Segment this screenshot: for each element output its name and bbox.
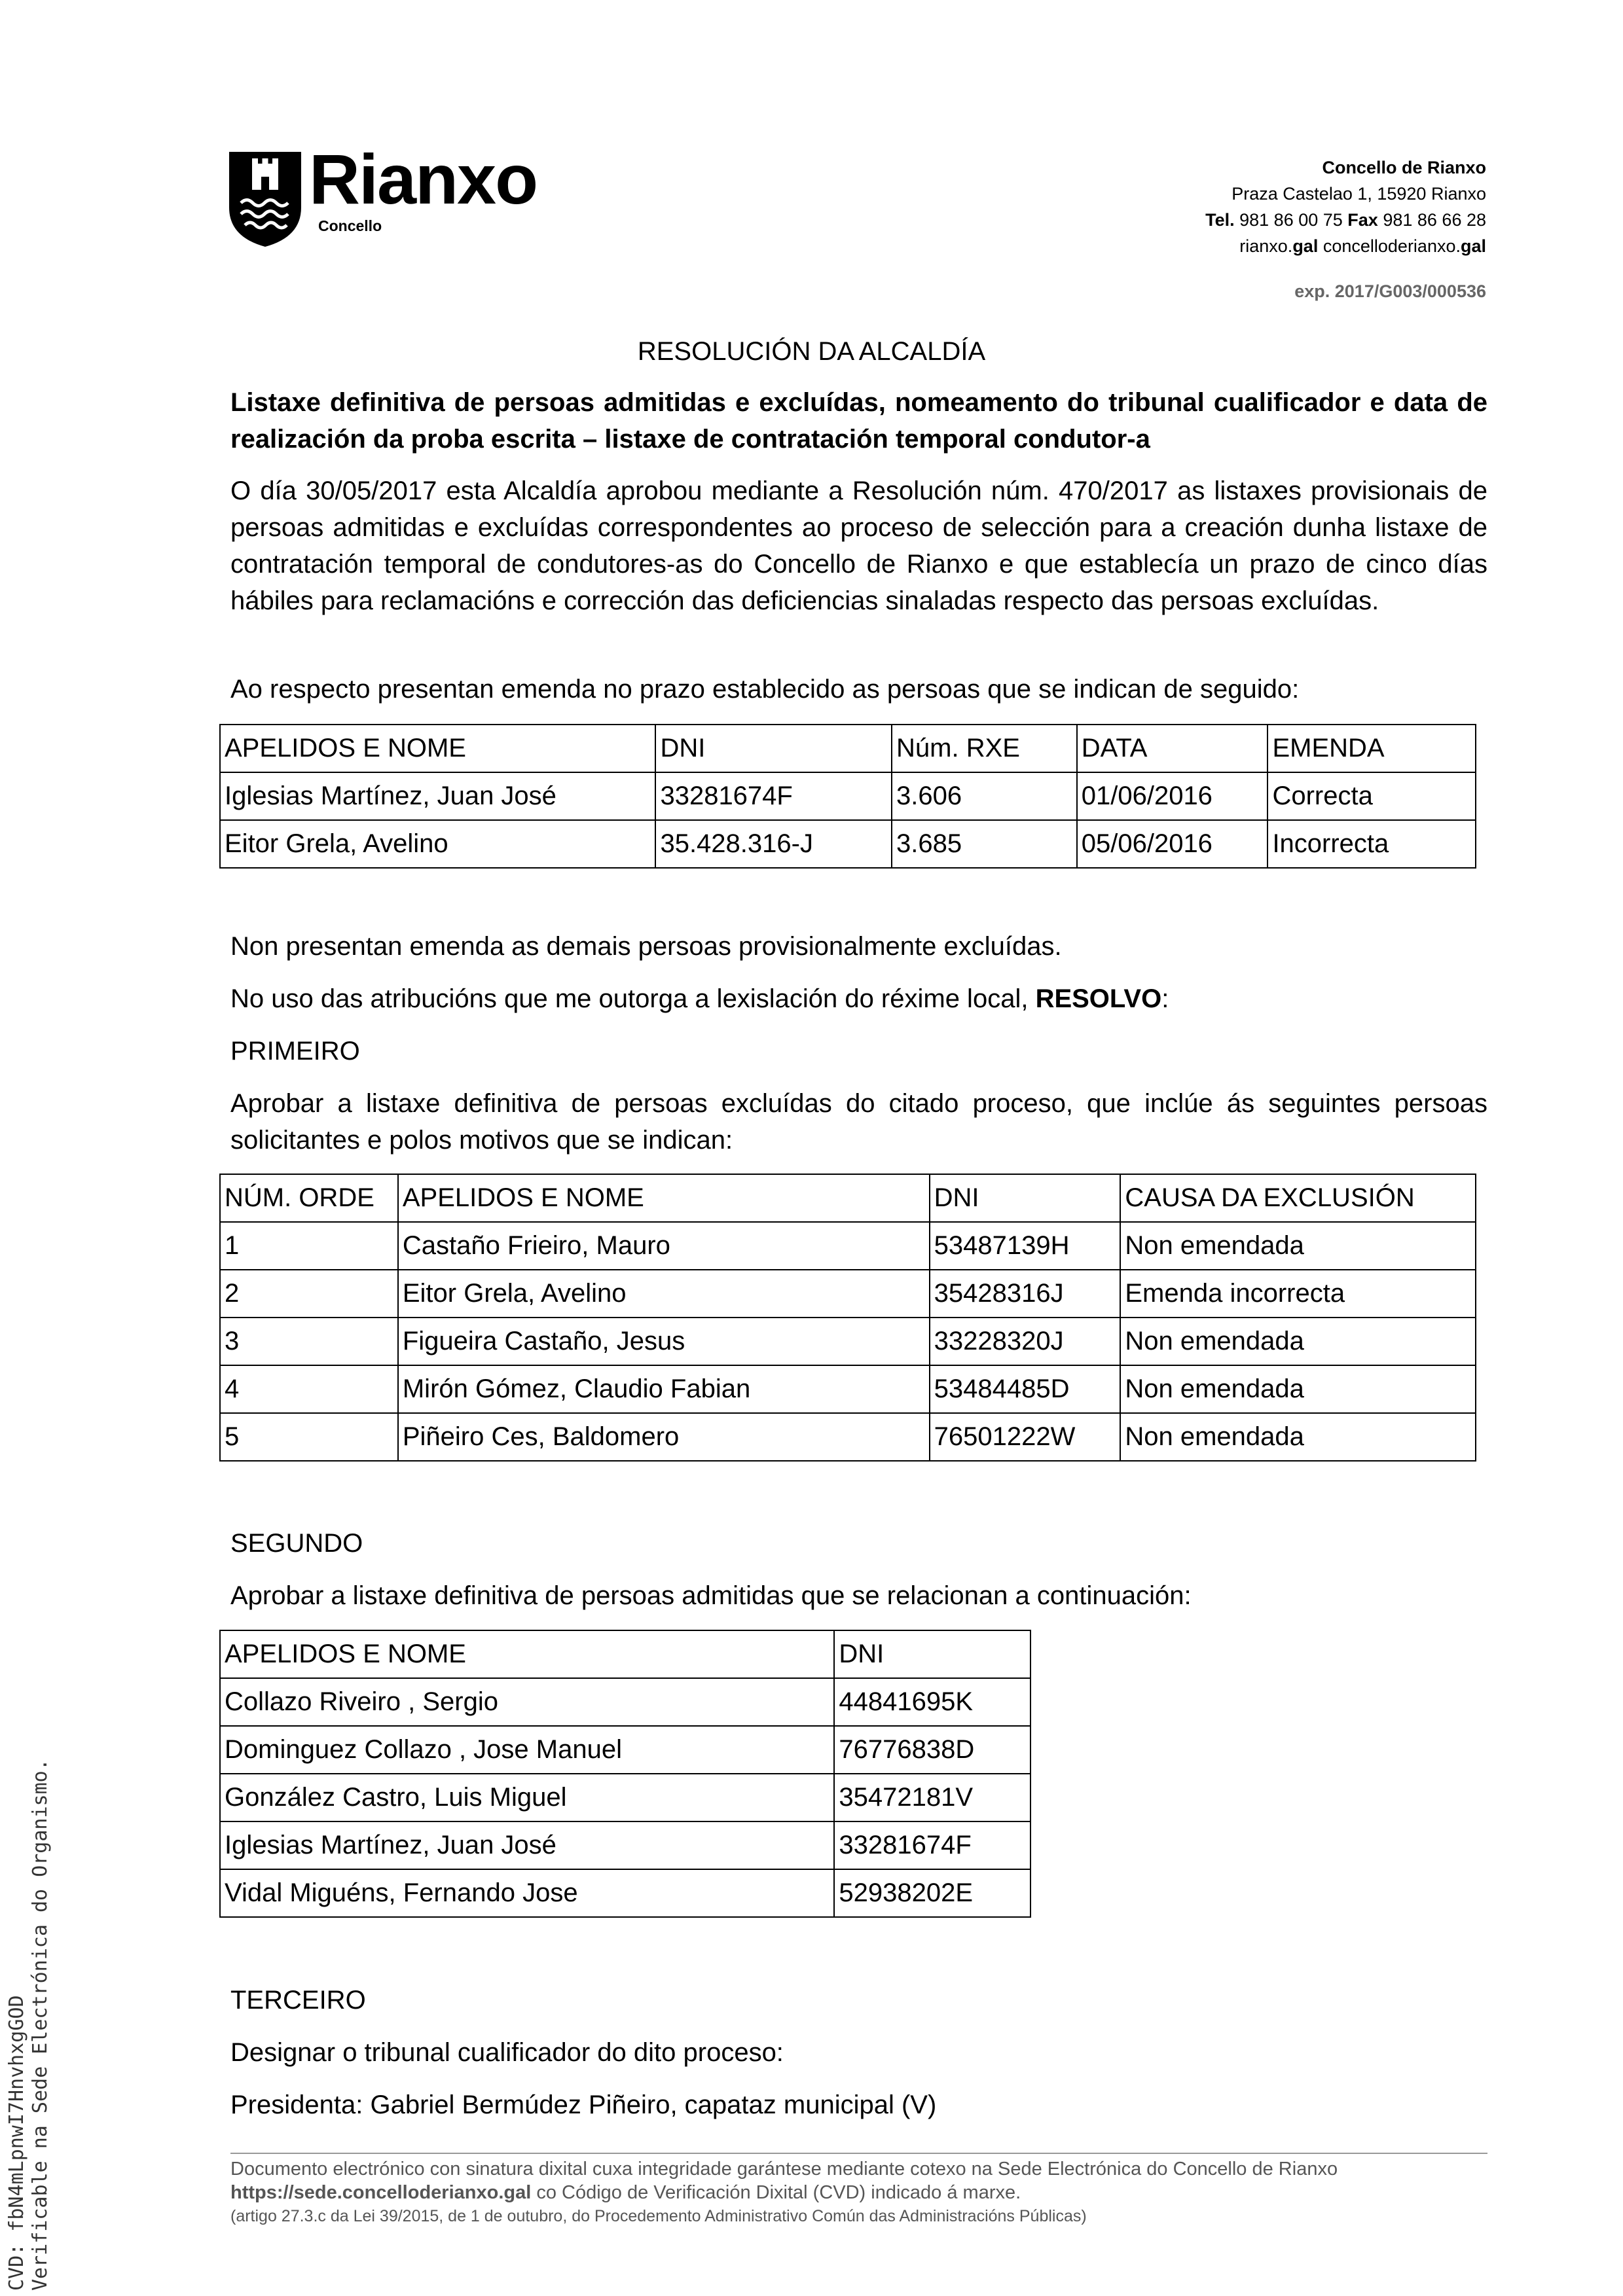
table-row [220, 1726, 1030, 1774]
table-cell: Iglesias Martínez, Juan José [220, 772, 655, 820]
table-cell: Dominguez Collazo , Jose Manuel [220, 1726, 834, 1774]
table-cell: Eitor Grela, Avelino [220, 820, 655, 868]
logo-subtitle: Concello [318, 217, 382, 234]
footer [230, 2157, 1494, 2228]
tel-number: 981 86 00 75 [1239, 210, 1343, 230]
table-cell: 01/06/2016 [1077, 772, 1268, 820]
emendas-table [219, 724, 1476, 869]
header-cell: DATA [1077, 725, 1268, 772]
table-cell: Piñeiro Ces, Baldomero [398, 1413, 930, 1461]
table-cell: 05/06/2016 [1077, 820, 1268, 868]
header-cell: Núm. RXE [892, 725, 1077, 772]
table-cell: Mirón Gómez, Claudio Fabian [398, 1365, 930, 1413]
resolvo-paragraph [230, 980, 1487, 1017]
table-header-row [220, 1174, 1476, 1222]
presidenta-line: Presidenta: Gabriel Bermúdez Piñeiro, capataz municipal (V) [230, 2090, 937, 2119]
table-cell: Non emendada [1120, 1318, 1476, 1365]
tel-label: Tel. [1205, 210, 1235, 230]
fax-number: 981 86 66 28 [1383, 210, 1486, 230]
org-websites [1205, 233, 1486, 259]
admitidas-table [219, 1630, 1031, 1918]
table-row [220, 1270, 1476, 1318]
table-row [220, 1318, 1476, 1365]
table-cell: 53484485D [930, 1365, 1121, 1413]
table-cell: Non emendada [1120, 1222, 1476, 1270]
table-cell: González Castro, Luis Miguel [220, 1774, 834, 1821]
table-cell: Correcta [1267, 772, 1476, 820]
table-row [220, 1365, 1476, 1413]
table-cell: 76776838D [834, 1726, 1030, 1774]
header-cell: CAUSA DA EXCLUSIÓN [1120, 1174, 1476, 1222]
table-cell: 52938202E [834, 1869, 1030, 1917]
header-cell: APELIDOS E NOME [220, 1630, 834, 1678]
table-cell: 33228320J [930, 1318, 1121, 1365]
table-cell: Castaño Frieiro, Mauro [398, 1222, 930, 1270]
table-row [220, 1413, 1476, 1461]
table-header-row [220, 1630, 1030, 1678]
org-name: Concello de Rianxo [1322, 158, 1486, 177]
side-verification [5, 1759, 52, 2291]
shield-castle-icon [229, 152, 301, 247]
segundo-paragraph: Aprobar a listaxe definitiva de persoas admitidas que se relacionan a continuación: [230, 1581, 1192, 1610]
header-cell: APELIDOS E NOME [220, 725, 655, 772]
cvd-code: CVD: fbN4mLpnwI7HnvhxgGOD [5, 1995, 28, 2291]
table-cell: 5 [220, 1413, 398, 1461]
table-cell: 1 [220, 1222, 398, 1270]
table-cell: Emenda incorrecta [1120, 1270, 1476, 1318]
header-cell: DNI [655, 725, 892, 772]
table-row [220, 820, 1476, 868]
respect-paragraph: Ao respecto presentan emenda no prazo establecido as persoas que se indican de seguido: [230, 675, 1300, 704]
table-cell: 2 [220, 1270, 398, 1318]
table-cell: 44841695K [834, 1678, 1030, 1726]
footer-line1: Documento electrónico con sinatura dixital cuxa integridade garántese mediante cotexo na Sede Electrónica do Concello de Rianxo [230, 2159, 1338, 2179]
table-row [220, 1222, 1476, 1270]
table-cell: Incorrecta [1267, 820, 1476, 868]
org-phones [1205, 207, 1486, 233]
resolvo-post: : [1161, 984, 1169, 1013]
table-cell: 3.606 [892, 772, 1077, 820]
table-row [220, 1821, 1030, 1869]
subject-heading: Listaxe definitiva de persoas admitidas e excluídas, nomeamento do tribunal cualificador e data de realización da proba escrita – listaxe de contratación temporal condutor-a [230, 388, 1487, 454]
resolvo-bold: RESOLVO [1035, 984, 1162, 1013]
segundo-heading: SEGUNDO [230, 1529, 363, 1558]
table-cell: 35.428.316-J [655, 820, 892, 868]
footer-url[interactable]: https://sede.concelloderianxo.gal [230, 2182, 532, 2203]
table-cell: Figueira Castaño, Jesus [398, 1318, 930, 1365]
header-cell: APELIDOS E NOME [398, 1174, 930, 1222]
table-cell: 3.685 [892, 820, 1077, 868]
web2-prefix[interactable]: concelloderianxo. [1322, 236, 1461, 256]
excluidas-table [219, 1174, 1476, 1462]
primeiro-paragraph: Aprobar a listaxe definitiva de persoas excluídas do citado proceso, que inclúe ás seguintes persoas solicitantes e polos motivos que se indican: [230, 1089, 1487, 1155]
header-cell: DNI [930, 1174, 1121, 1222]
web2-suffix[interactable]: gal [1460, 236, 1486, 256]
table-cell: Non emendada [1120, 1413, 1476, 1461]
verify-note: Verificable na Sede Electrónica do Organismo. [29, 1759, 52, 2291]
concello-logo [229, 139, 570, 250]
fax-label: Fax [1347, 210, 1378, 230]
table-cell: 35472181V [834, 1774, 1030, 1821]
table-row [220, 1678, 1030, 1726]
org-contact-block [1205, 154, 1486, 259]
table-row [220, 772, 1476, 820]
header-cell: DNI [834, 1630, 1030, 1678]
table-row [220, 1774, 1030, 1821]
table-cell: 53487139H [930, 1222, 1121, 1270]
table-cell: Non emendada [1120, 1365, 1476, 1413]
web1-prefix[interactable]: rianxo. [1239, 236, 1293, 256]
org-address: Praza Castelao 1, 15920 Rianxo [1231, 184, 1486, 204]
terceiro-heading: TERCEIRO [230, 1986, 366, 2015]
table-cell: Eitor Grela, Avelino [398, 1270, 930, 1318]
table-cell: 4 [220, 1365, 398, 1413]
footer-line3: (artigo 27.3.c da Lei 39/2015, de 1 de outubro, do Procedemento Administrativo Común das Administracións Públicas) [230, 2207, 1087, 2225]
table-header-row [220, 725, 1476, 772]
intro-paragraph: O día 30/05/2017 esta Alcaldía aprobou mediante a Resolución núm. 470/2017 as listaxes provisionais de persoas admitidas e excluídas correspondentes ao proceso de selección para a creación dunha listaxe de contratación temporal de condutores-as do Concello de Rianxo e que establecía un prazo de cinco días hábiles para reclamacións e corrección das deficiencias sinaladas respecto das persoas excluídas. [230, 476, 1487, 615]
table-cell: 35428316J [930, 1270, 1121, 1318]
header-cell: NÚM. ORDE [220, 1174, 398, 1222]
table-cell: Collazo Riveiro , Sergio [220, 1678, 834, 1726]
logo-name: Rianxo [309, 139, 538, 219]
table-row [220, 1869, 1030, 1917]
terceiro-paragraph: Designar o tribunal cualificador do dito proceso: [230, 2038, 784, 2067]
header-cell: EMENDA [1267, 725, 1476, 772]
footer-line2-rest: co Código de Verificación Dixital (CVD) indicado á marxe. [531, 2182, 1021, 2203]
table-cell: 33281674F [834, 1821, 1030, 1869]
resolvo-pre: No uso das atribucións que me outorga a lexislación do réxime local, [230, 984, 1036, 1013]
footer-line2 [230, 2181, 1494, 2204]
table-cell: Iglesias Martínez, Juan José [220, 1821, 834, 1869]
table-cell: 76501222W [930, 1413, 1121, 1461]
table-cell: 33281674F [655, 772, 892, 820]
resolution-title: RESOLUCIÓN DA ALCALDÍA [637, 337, 986, 366]
table-cell: 3 [220, 1318, 398, 1365]
web1-suffix[interactable]: gal [1292, 236, 1319, 256]
expedient-number: exp. 2017/G003/000536 [1294, 281, 1486, 301]
primeiro-heading: PRIMEIRO [230, 1037, 360, 1066]
no-emenda-paragraph: Non presentan emenda as demais persoas provisionalmente excluídas. [230, 932, 1062, 961]
table-cell: Vidal Miguéns, Fernando Jose [220, 1869, 834, 1917]
footer-divider [230, 2153, 1487, 2154]
